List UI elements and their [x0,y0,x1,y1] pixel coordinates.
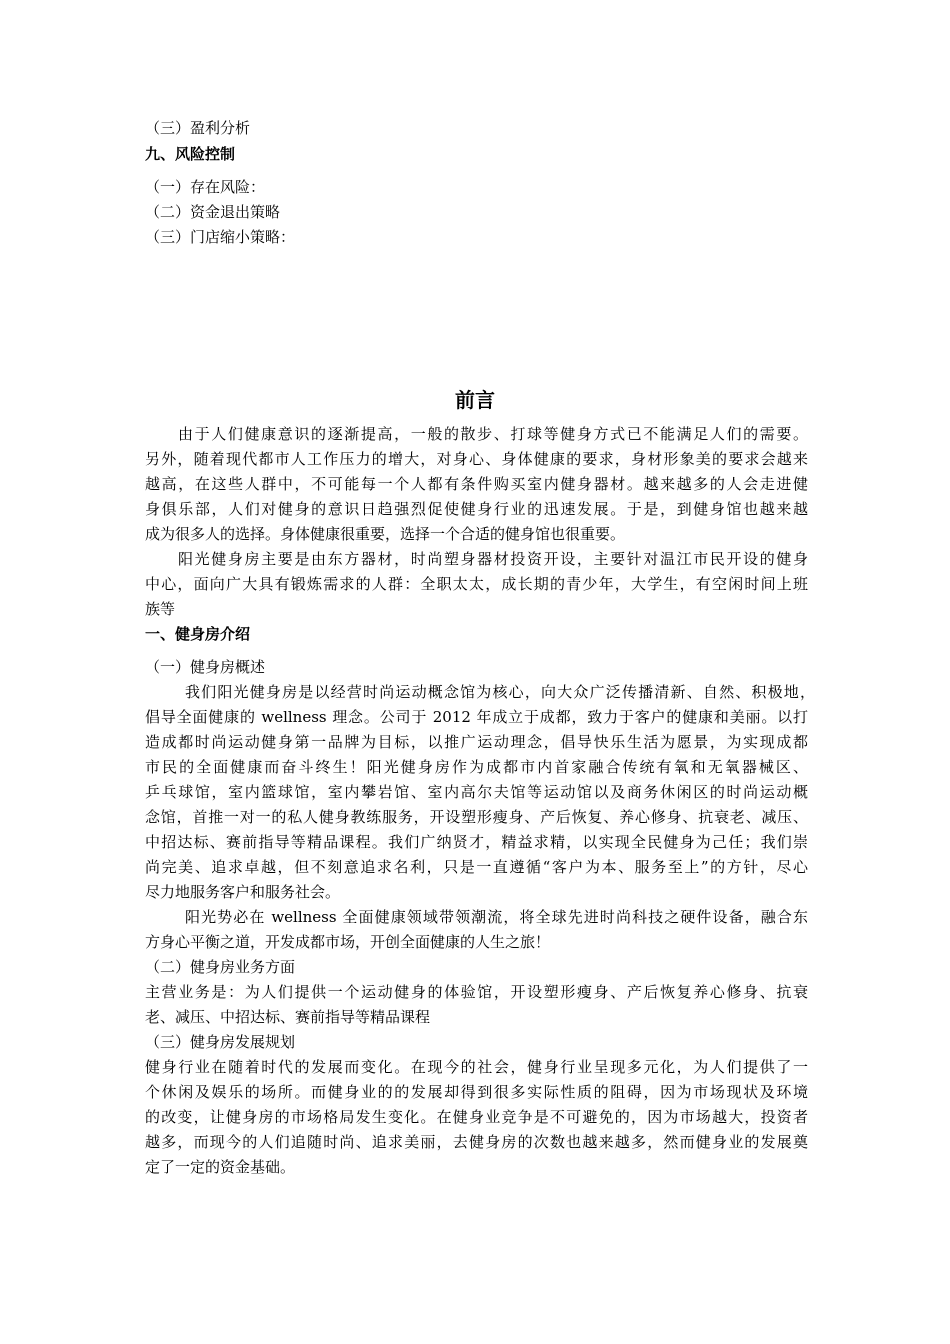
paragraph-line: 中招达标、赛前指导等精品课程。我们广纳贤才，精益求精，以实现全民健身为己任；我们崇 [145,833,808,851]
paragraph-line: 阳光健身房主要是由东方器材，时尚塑身器材投资开设，主要针对温江市民开设的健身 [178,550,808,568]
paragraph-line: 阳光势必在 wellness 全面健康领域带领潮流，将全球先进时尚科技之硬件设备，融合东 [185,908,808,926]
paragraph-line: 定了一定的资金基础。 [145,1158,296,1176]
paragraph-line: 另外，随着现代都市人工作压力的增大，对身心、身体健康的要求，身材形象美的要求会越来 [145,450,808,468]
paragraph-line: 尚完美、追求卓越，但不刻意追求名利，只是一直遵循“客户为本、服务至上”的方针，尽心 [145,858,808,876]
paragraph-line: 越多，而现今的人们追随时尚、追求美丽，去健身房的次数也越来越多，然而健身业的发展奠 [145,1133,808,1151]
paragraph-line: 由于人们健康意识的逐渐提高，一般的散步、打球等健身方式已不能满足人们的需要。 [178,425,808,443]
paragraph-line: 乒乓球馆，室内篮球馆，室内攀岩馆、室内高尔夫馆等运动馆以及商务休闲区的时尚运动概 [145,783,808,801]
paragraph-line: 中心，面向广大具有锻炼需求的人群：全职太太，成长期的青少年，大学生，有空闲时间上班 [145,575,808,593]
paragraph-line: 主营业务是：为人们提供一个运动健身的体验馆，开设塑形瘦身、产后恢复养心修身、抗衰 [145,983,808,1001]
subheading: （二）健身房业务方面 [145,958,296,976]
subheading: （三）健身房发展规划 [145,1033,296,1051]
toc-item: （一）存在风险： [145,178,266,196]
toc-item-profit-analysis: （三）盈利分析 [145,119,251,137]
preface-title: 前言 [455,388,495,412]
paragraph-line: 族等 [145,600,176,618]
paragraph-line: 成为很多人的选择。身体健康很重要，选择一个合适的健身馆也很重要。 [145,525,626,543]
paragraph-line: 造成都时尚运动健身第一品牌为目标，以推广运动理念，倡导快乐生活为愿景，为实现成都 [145,733,808,751]
paragraph-line: 越高，在这些人群中，不可能每一个人都有条件购买室内健身器材。越来越多的人会走进健 [145,475,808,493]
paragraph-line: 健身行业在随着时代的发展而变化。在现今的社会，健身行业呈现多元化，为人们提供了一 [145,1058,808,1076]
toc-item: （三）门店缩小策略： [145,228,296,246]
paragraph-line: 倡导全面健康的 wellness 理念。公司于 2012 年成立于成都，致力于客户的健康和美丽。以打 [145,708,808,726]
paragraph-line: 老、减压、中招达标、赛前指导等精品课程 [145,1008,431,1026]
paragraph-line: 身俱乐部，人们对健身的意识日趋强烈促使健身行业的迅速发展。于是，到健身馆也越来越 [145,500,808,518]
section-heading-gym-intro: 一、健身房介绍 [145,625,251,643]
paragraph-line: 我们阳光健身房是以经营时尚运动概念馆为核心，向大众广泛传播清新、自然、积极地， [185,683,815,701]
toc-item: （二）资金退出策略 [145,203,281,221]
paragraph-line: 尽力地服务客户和服务社会。 [145,883,341,901]
paragraph-line: 方身心平衡之道，开发成都市场，开创全面健康的人生之旅！ [145,933,551,951]
subheading: （一）健身房概述 [145,658,266,676]
paragraph-line: 市民的全面健康而奋斗终生！阳光健身房作为成都市内首家融合传统有氧和无氧器械区、 [145,758,808,776]
paragraph-line: 念馆，首推一对一的私人健身教练服务，开设塑形瘦身、产后恢复、养心修身、抗衰老、减压、 [145,808,808,826]
paragraph-line: 的改变，让健身房的市场格局发生变化。在健身业竞争是不可避免的，因为市场越大，投资者 [145,1108,808,1126]
section-heading-risk-control: 九、风险控制 [145,145,236,163]
paragraph-line: 个休闲及娱乐的场所。而健身业的的发展却得到很多实际性质的阻碍，因为市场现状及环境 [145,1083,808,1101]
